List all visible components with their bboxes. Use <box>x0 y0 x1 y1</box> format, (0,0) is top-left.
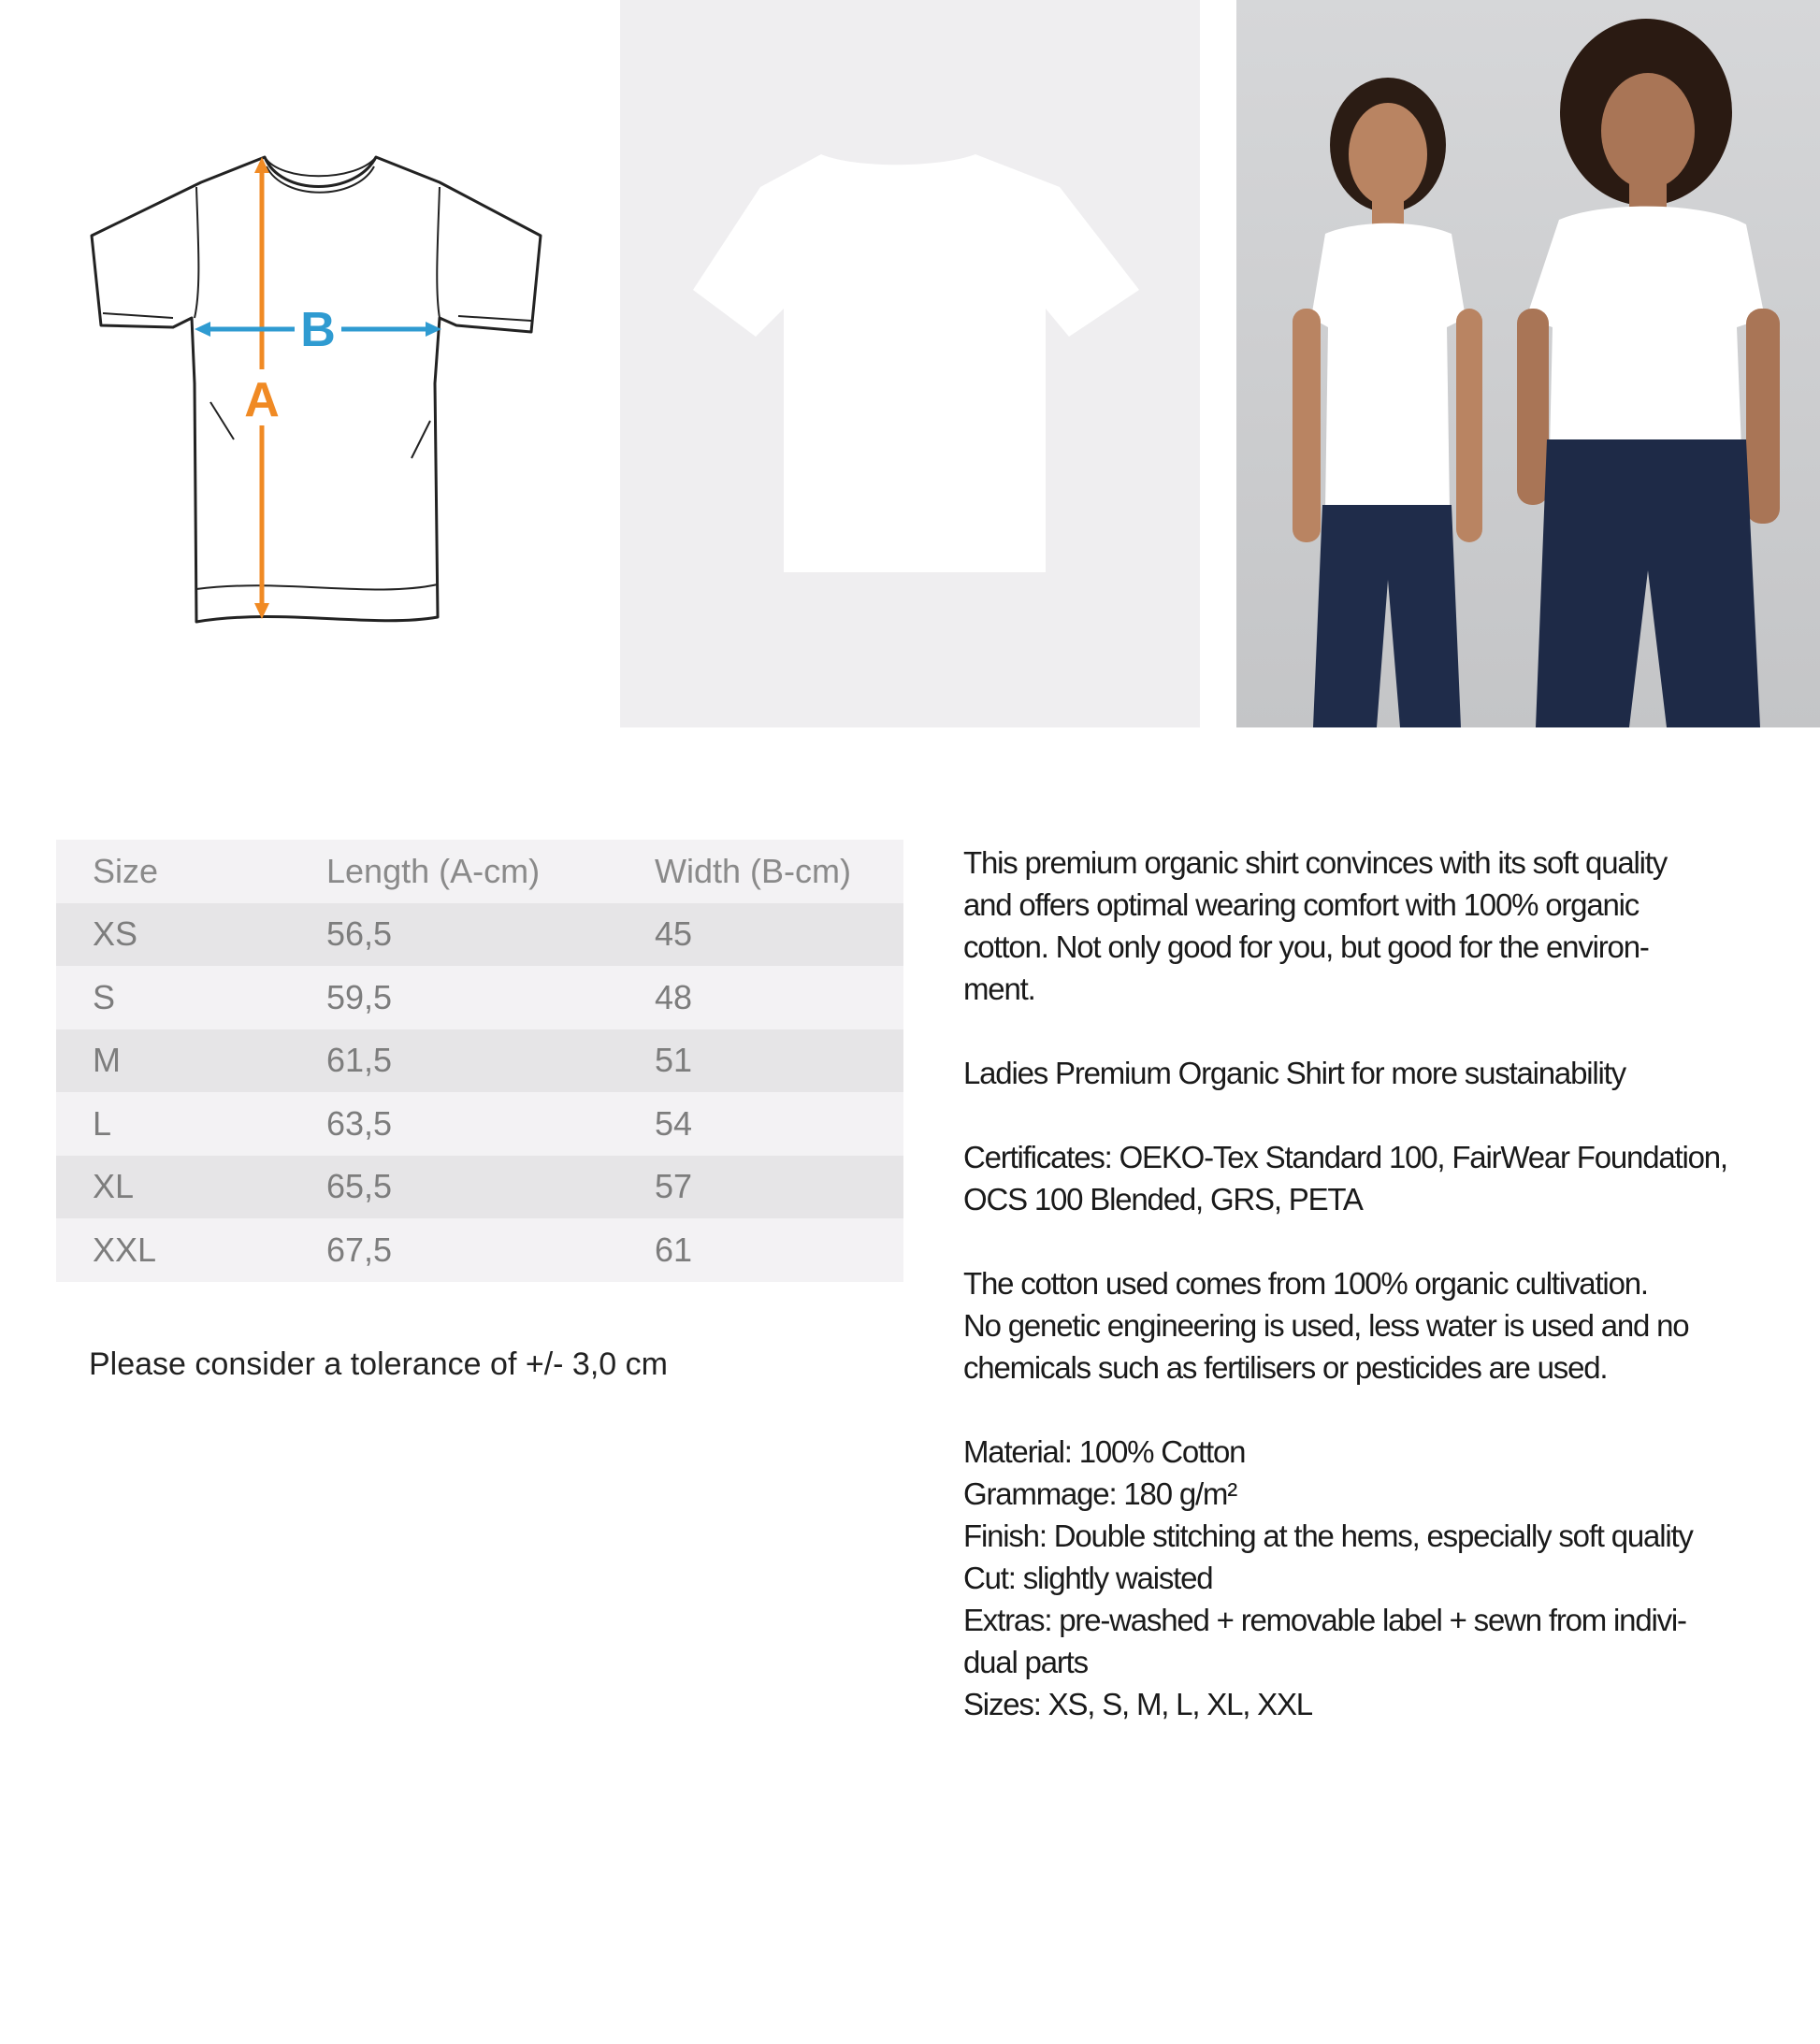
table-row <box>56 966 903 1029</box>
cotton-paragraph <box>963 1262 1805 1389</box>
spec-cut: Cut: slightly waisted <box>963 1561 1213 1595</box>
intro-paragraph <box>963 842 1805 1010</box>
tshirt-outline <box>92 157 541 622</box>
table-row <box>56 1218 903 1282</box>
size-cell: XXL <box>93 1230 157 1269</box>
size-cell: XL <box>93 1167 135 1206</box>
size-cell: XS <box>93 914 138 954</box>
size-diagram-panel <box>0 0 617 727</box>
length-cell: 59,5 <box>326 977 393 1016</box>
size-cell: M <box>93 1041 121 1080</box>
certificates-line: Certificates: OEKO-Tex Standard 100, FairWear Foundation, <box>963 1140 1727 1174</box>
width-cell: 61 <box>655 1230 693 1269</box>
product-description <box>963 842 1805 1725</box>
tshirt-measurement-diagram <box>0 0 617 727</box>
label-a: A <box>244 373 280 427</box>
size-cell: L <box>93 1103 112 1143</box>
width-cell: 45 <box>655 914 693 954</box>
table-row <box>56 903 903 967</box>
spec-material: Material: 100% Cotton <box>963 1434 1246 1469</box>
length-cell: 56,5 <box>326 914 393 954</box>
size-cell: S <box>93 977 116 1016</box>
intro-line: and offers optimal wearing comfort with 100% organic <box>963 887 1639 922</box>
width-cell: 57 <box>655 1167 693 1206</box>
cotton-line: No genetic engineering is used, less water is used and no <box>963 1308 1689 1343</box>
tolerance-note: Please consider a tolerance of +/- 3,0 cm <box>89 1346 668 1382</box>
width-cell: 48 <box>655 977 693 1016</box>
certificates-line: OCS 100 Blended, GRS, PETA <box>963 1182 1363 1216</box>
intro-line: cotton. Not only good for you, but good for the environ- <box>963 929 1649 964</box>
cotton-line: The cotton used comes from 100% organic cultivation. <box>963 1266 1648 1301</box>
table-row <box>56 1029 903 1093</box>
model-photo-panel <box>1236 0 1820 727</box>
header-width: Width (B-cm) <box>655 851 851 890</box>
models-wearing-shirt-image <box>1236 0 1820 727</box>
header-length: Length (A-cm) <box>326 851 541 890</box>
spec-extras-cont: dual parts <box>963 1645 1088 1679</box>
specs-paragraph <box>963 1431 1805 1725</box>
product-photo-panel <box>620 0 1200 727</box>
width-cell: 54 <box>655 1103 693 1143</box>
tagline: Ladies Premium Organic Shirt for more sustainability <box>963 1056 1625 1090</box>
cotton-line: chemicals such as fertilisers or pesticides are used. <box>963 1350 1608 1385</box>
length-cell: 67,5 <box>326 1230 393 1269</box>
length-cell: 63,5 <box>326 1103 393 1143</box>
spec-grammage: Grammage: 180 g/m² <box>963 1476 1237 1511</box>
size-table <box>56 840 903 1282</box>
spec-extras: Extras: pre-washed + removable label + sewn from indivi- <box>963 1603 1686 1637</box>
intro-line: ment. <box>963 972 1035 1006</box>
intro-line: This premium organic shirt convinces with its soft quality <box>963 845 1668 880</box>
width-cell: 51 <box>655 1041 693 1080</box>
white-tshirt-image <box>620 0 1200 727</box>
header-size: Size <box>93 851 159 890</box>
spec-sizes: Sizes: XS, S, M, L, XL, XXL <box>963 1687 1312 1721</box>
length-cell: 65,5 <box>326 1167 393 1206</box>
label-b: B <box>300 303 336 357</box>
spec-finish: Finish: Double stitching at the hems, especially soft quality <box>963 1519 1693 1553</box>
certificates-paragraph <box>963 1136 1805 1220</box>
table-header-row <box>56 840 903 903</box>
table-row <box>56 1156 903 1219</box>
length-cell: 61,5 <box>326 1041 393 1080</box>
table-row <box>56 1092 903 1156</box>
